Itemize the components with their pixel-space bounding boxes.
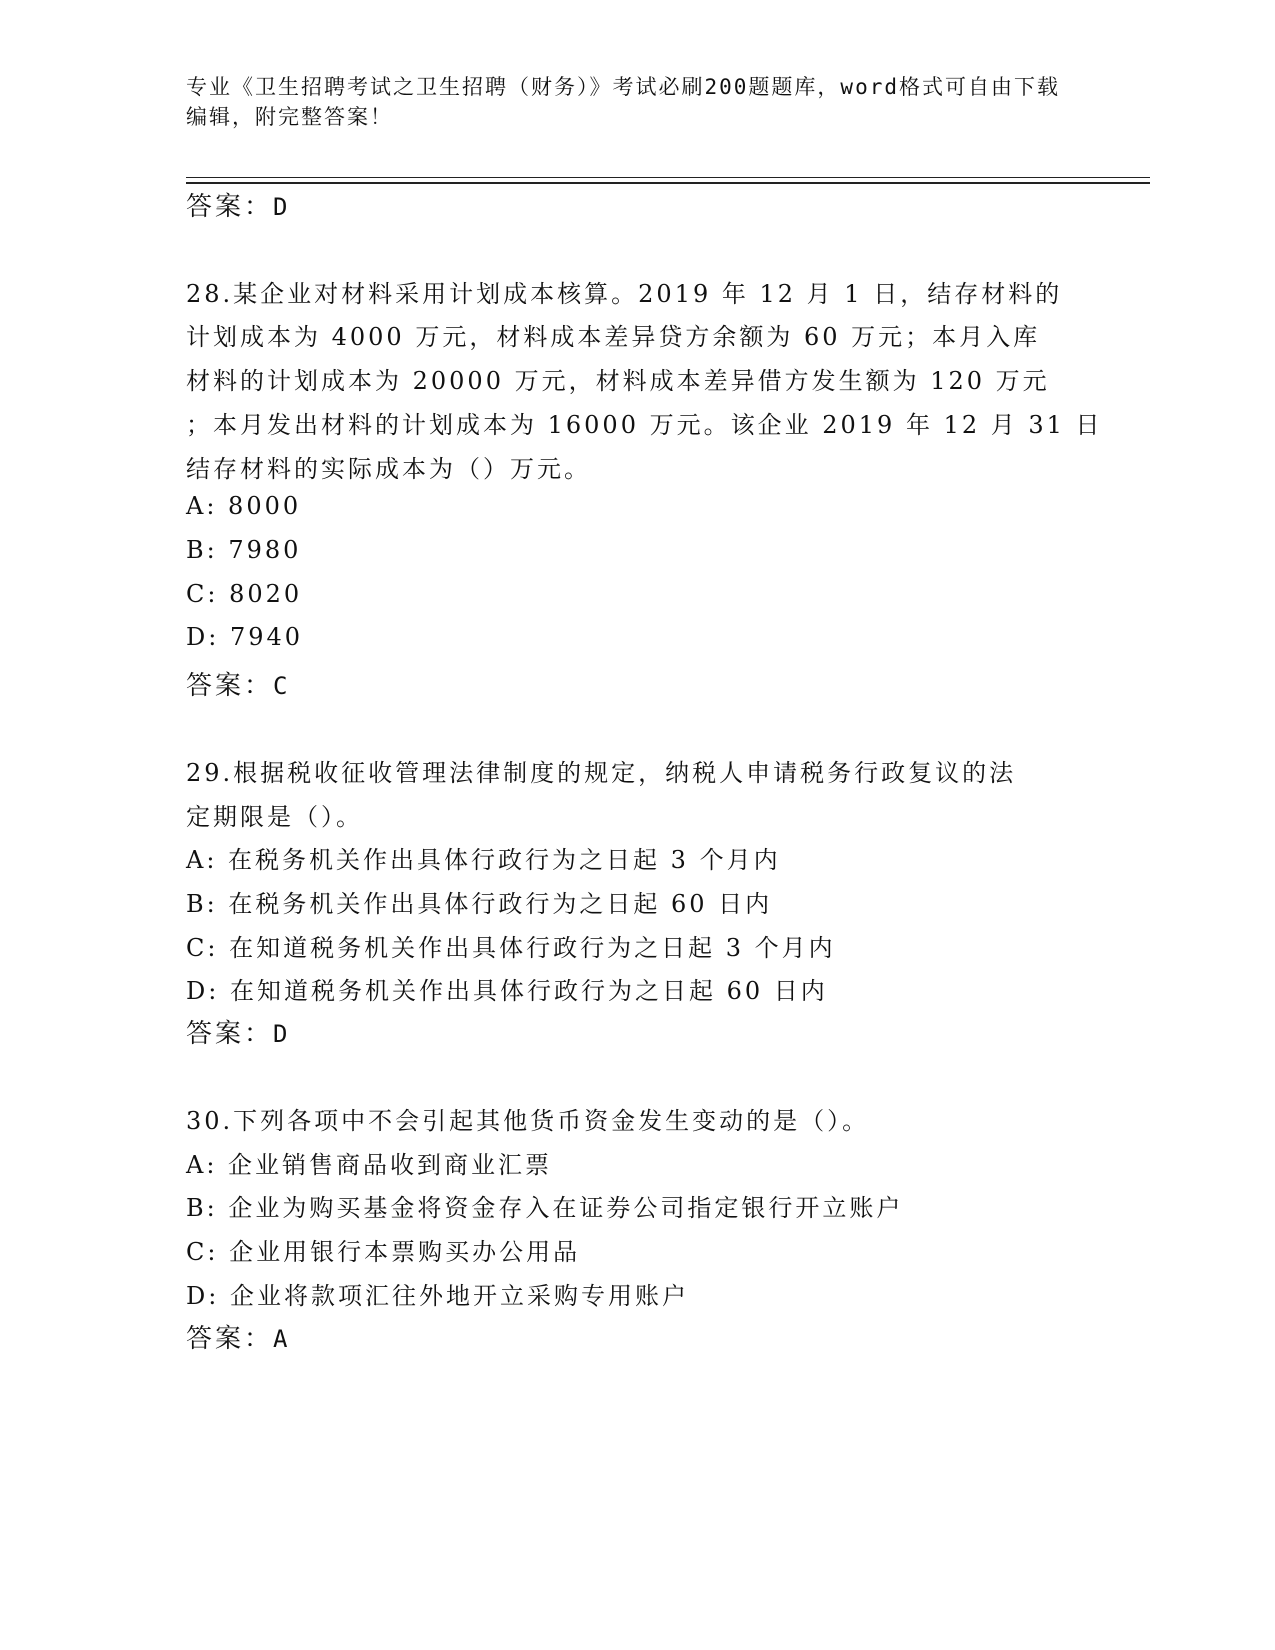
option-a: A: 8000 — [186, 492, 302, 520]
answer-value: D — [273, 193, 291, 221]
question-text-line: 28.某企业对材料采用计划成本核算。2019 年 12 月 1 日，结存材料的 — [186, 280, 1063, 308]
question-text-line: 结存材料的实际成本为（）万元。 — [186, 455, 591, 483]
option-c: C: 在知道税务机关作出具体行政行为之日起 3 个月内 — [186, 934, 836, 962]
answer-line — [186, 1013, 290, 1050]
question-text-line: 定期限是（）。 — [186, 803, 363, 831]
answer-line — [186, 665, 290, 702]
question-text-line: ；本月发出材料的计划成本为 16000 万元。该企业 2019 年 12 月 31 日 — [186, 411, 1103, 439]
answer-value: A — [273, 1325, 291, 1353]
option-a: A: 在税务机关作出具体行政行为之日起 3 个月内 — [186, 846, 781, 874]
answer-label: 答案： — [186, 671, 274, 701]
option-a: A: 企业销售商品收到商业汇票 — [186, 1151, 553, 1179]
option-b: B: 在税务机关作出具体行政行为之日起 60 日内 — [186, 890, 773, 918]
answer-label: 答案： — [186, 1324, 274, 1354]
question-text-line: 材料的计划成本为 20000 万元，材料成本差异借方发生额为 120 万元 — [186, 367, 1050, 395]
question-text-line: 计划成本为 4000 万元，材料成本差异贷方余额为 60 万元；本月入库 — [186, 323, 1041, 351]
answer-value: C — [273, 672, 291, 700]
answer-line — [186, 186, 290, 223]
document-header: 专业《卫生招聘考试之卫生招聘（财务）》考试必刷200题题库，word格式可自由下载编辑，附完整答案！ — [186, 75, 1060, 129]
answer-label: 答案： — [186, 192, 274, 222]
answer-label: 答案： — [186, 1019, 274, 1049]
question-text-line: 29.根据税收征收管理法律制度的规定，纳税人申请税务行政复议的法 — [186, 759, 1017, 787]
header-rule-thin — [186, 177, 1150, 178]
option-d: D: 7940 — [186, 623, 304, 651]
option-c: C: 企业用银行本票购买办公用品 — [186, 1238, 581, 1266]
question-text-line: 30.下列各项中不会引起其他货币资金发生变动的是（）。 — [186, 1107, 870, 1135]
answer-value: D — [273, 1020, 291, 1048]
answer-line — [186, 1318, 290, 1355]
option-d: D: 企业将款项汇往外地开立采购专用账户 — [186, 1282, 689, 1310]
option-b: B: 7980 — [186, 536, 302, 564]
header-rule-thick — [186, 182, 1150, 184]
option-d: D: 在知道税务机关作出具体行政行为之日起 60 日内 — [186, 977, 828, 1005]
option-b: B: 企业为购买基金将资金存入在证券公司指定银行开立账户 — [186, 1194, 904, 1222]
option-c: C: 8020 — [186, 580, 303, 608]
